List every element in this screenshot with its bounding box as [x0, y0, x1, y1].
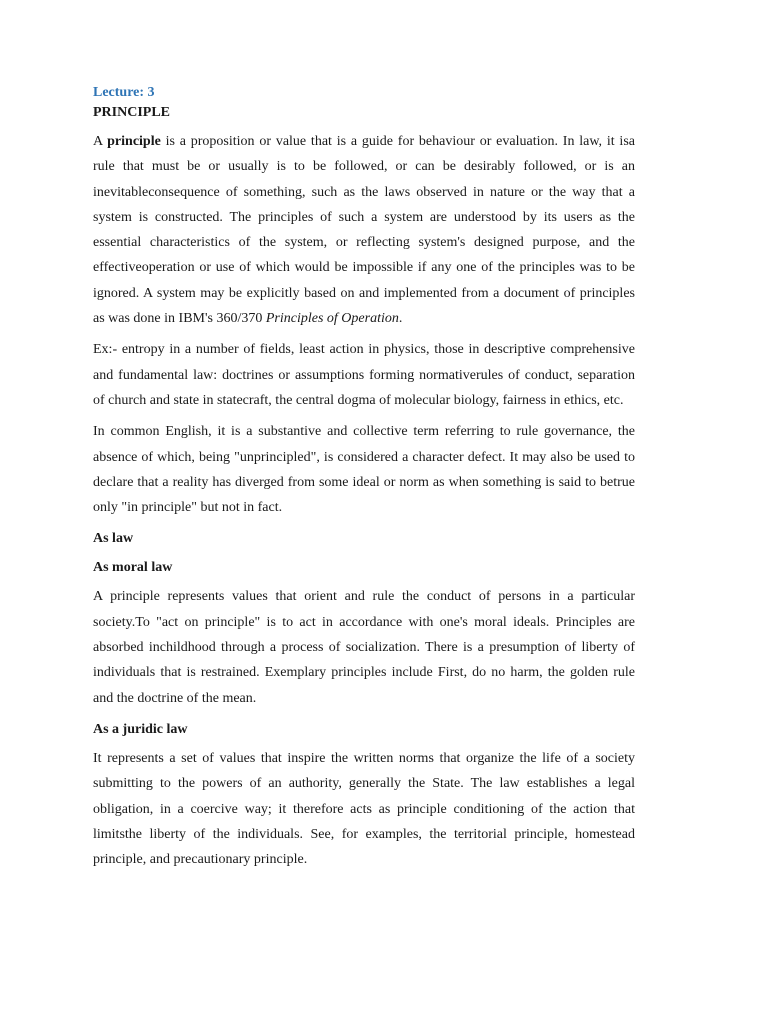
moral-law-paragraph: A principle represents values that orient and rule the conduct of persons in a particular society.To "act on principle" is to act in accordance with one's moral ideals. Principles are absorbed inchildhood through a process of socialization. There is a presumption of liberty of individuals that is restrained. Exemplary principles include First, do no harm, the golden rule and the doctrine of the mean. [93, 589, 635, 706]
example-paragraph: Ex:- entropy in a number of fields, least action in physics, those in descriptive comprehensive and fundamental law: doctrines or assumptions forming normativerules of conduct, separation of church and state in statecraft, the central dogma of molecular biology, fairness in ethics, etc. [93, 342, 635, 408]
common-english-paragraph: In common English, it is a substantive and collective term referring to rule governance, the absence of which, being "unprincipled", is considered a character defect. It may also be used to declare that a reality has diverged from some ideal or norm as when something is said to betrue only "in principle" but not in fact. [93, 424, 635, 516]
intro-lead: A [93, 134, 108, 149]
heading-moral-law: As moral law [93, 560, 173, 576]
document-page [93, 83, 635, 878]
heading-juridic-law: As a juridic law [93, 721, 188, 737]
intro-paragraph [93, 129, 635, 331]
page-title: PRINCIPLE [93, 105, 171, 120]
intro-bold-term: principle [107, 134, 161, 149]
intro-text: is a proposition or value that is a guide for behaviour or evaluation. In law, it isa rule that must be or usually is to be followed, or can be desirably followed, or is an inevitableconsequence of something, such as the laws observed in nature or the way that a system is constructed. The principles of such a system are understood by its users as the essential characteristics of the system, or reflecting system's designed purpose, and the effectiveoperation or use of which would be impossible if any one of the principles was to be ignored. A system may be explicitly based on and implemented from a document of principles as was done in IBM's 360/370 [93, 134, 635, 327]
juridic-law-paragraph: It represents a set of values that inspire the written norms that organize the life of a society submitting to the powers of an authority, generally the State. The law establishes a legal obligation, in a coercive way; it therefore acts as principle conditioning of the action that limitsthe liberty of the individuals. See, for examples, the territorial principle, homestead principle, and precautionary principle. [93, 750, 635, 868]
intro-end: . [398, 311, 403, 327]
intro-italic-title: Principles of Operation [265, 311, 399, 327]
heading-as-law: As law [93, 531, 134, 547]
lecture-label: Lecture: 3 [93, 85, 155, 100]
